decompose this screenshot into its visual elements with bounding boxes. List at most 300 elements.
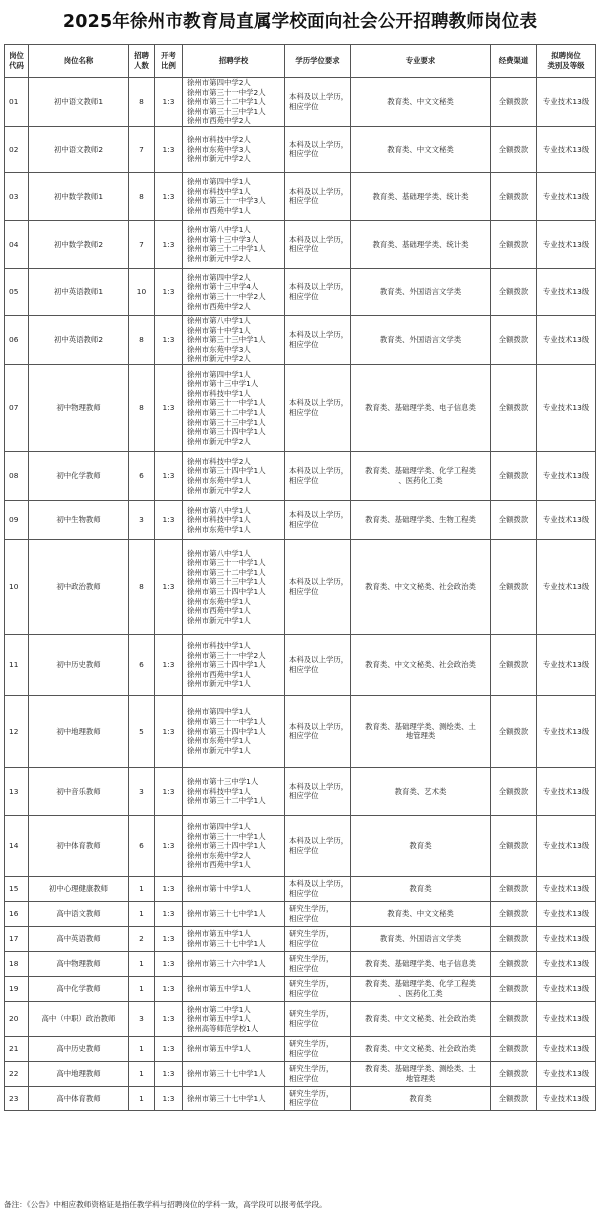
cell-count: 7: [129, 126, 155, 172]
major-line: 、医药化工类: [398, 988, 443, 998]
table-row: [5, 976, 596, 1001]
school-line: 徐州市第四中学2人: [187, 272, 251, 282]
cell-edu: [285, 500, 351, 539]
cell-edu: [285, 451, 351, 500]
cell-name: 初中化学教师: [29, 451, 129, 500]
cell-name: 初中音乐教师: [29, 767, 129, 815]
school-line: 徐州市第三十四中学1人: [187, 841, 266, 851]
school-line: 徐州市第八中学1人: [187, 548, 251, 558]
school-line: 徐州市第十三中学3人: [187, 234, 259, 244]
cell-major: 教育类、基础理学类、电子信息类: [351, 951, 491, 976]
cell-funding: 全额拨款: [491, 815, 537, 876]
major-line: 地管理类: [405, 1073, 436, 1083]
cell-count: 8: [129, 78, 155, 127]
cell-grade: 专业技术13级: [537, 1036, 596, 1061]
cell-grade: 专业技术13级: [537, 451, 596, 500]
edu-line: 本科及以上学历，: [289, 92, 349, 102]
edu-line: 本科及以上学历，: [289, 879, 349, 889]
edu-line: 研究生学历，: [289, 979, 334, 989]
cell-name: 高中化学教师: [29, 976, 129, 1001]
table-row: [5, 451, 596, 500]
cell-ratio: 1:3: [155, 78, 183, 127]
school-line: 徐州市东苑中学1人: [187, 475, 251, 485]
edu-line: 本科及以上学历，: [289, 510, 349, 520]
edu-line: 本科及以上学历，: [289, 466, 349, 476]
major-line: 、医药化工类: [398, 475, 443, 485]
cell-schools: [183, 172, 285, 220]
cell-ratio: 1:3: [155, 500, 183, 539]
cell-major: 教育类、外国语言文学类: [351, 268, 491, 315]
cell-funding: 全额拨款: [491, 78, 537, 127]
cell-count: 6: [129, 815, 155, 876]
cell-grade: 专业技术13级: [537, 220, 596, 268]
cell-major: 教育类、中文文秘类: [351, 126, 491, 172]
cell-grade: 专业技术13级: [537, 876, 596, 901]
cell-grade: 专业技术13级: [537, 539, 596, 634]
table-body: [5, 78, 596, 1111]
school-line: 徐州市第五中学1人: [187, 984, 251, 994]
cell-count: 10: [129, 268, 155, 315]
cell-ratio: 1:3: [155, 1086, 183, 1110]
table-row: [5, 172, 596, 220]
header-grade: 拟聘岗位 类别及等级: [537, 45, 596, 78]
school-line: 徐州市第十中学1人: [187, 325, 251, 335]
cell-code: 06: [5, 315, 29, 364]
cell-code: 17: [5, 926, 29, 951]
cell-grade: 专业技术13级: [537, 815, 596, 876]
cell-ratio: 1:3: [155, 876, 183, 901]
header-edu: 学历学位要求: [285, 45, 351, 78]
cell-ratio: 1:3: [155, 1036, 183, 1061]
school-line: 徐州市第三十四中学1人: [187, 726, 266, 736]
edu-line: 相应学位: [289, 938, 319, 948]
cell-code: 23: [5, 1086, 29, 1110]
edu-line: 相应学位: [289, 196, 319, 206]
cell-edu: [285, 1036, 351, 1061]
school-line: 徐州市第五中学1人: [187, 929, 251, 939]
table-row: [5, 315, 596, 364]
cell-funding: 全额拨款: [491, 1061, 537, 1086]
cell-ratio: 1:3: [155, 1001, 183, 1036]
cell-funding: 全额拨款: [491, 876, 537, 901]
cell-count: 3: [129, 767, 155, 815]
school-line: 徐州市新元中学2人: [187, 485, 251, 495]
cell-funding: 全额拨款: [491, 976, 537, 1001]
school-line: 徐州市科技中学1人: [187, 186, 251, 196]
cell-edu: [285, 220, 351, 268]
cell-edu: [285, 951, 351, 976]
cell-ratio: 1:3: [155, 1061, 183, 1086]
cell-name: 初中数学教师1: [29, 172, 129, 220]
table-row: [5, 1061, 596, 1086]
cell-ratio: 1:3: [155, 172, 183, 220]
school-line: 徐州市科技中学1人: [187, 786, 251, 796]
table-row: [5, 268, 596, 315]
cell-funding: 全额拨款: [491, 901, 537, 926]
edu-line: 相应学位: [289, 1018, 319, 1028]
school-line: 徐州市第三十四中学1人: [187, 660, 266, 670]
table-row: [5, 876, 596, 901]
school-line: 徐州市第三十三中学1人: [187, 335, 266, 345]
cell-schools: [183, 1086, 285, 1110]
header-major: 专业要求: [351, 45, 491, 78]
school-line: 徐州市新元中学2人: [187, 154, 251, 164]
school-line: 徐州市新元中学2人: [187, 436, 251, 446]
school-line: 徐州市第四中学1人: [187, 707, 251, 717]
cell-edu: [285, 1061, 351, 1086]
cell-name: 高中语文教师: [29, 901, 129, 926]
cell-ratio: 1:3: [155, 268, 183, 315]
school-line: 徐州高等师范学校1人: [187, 1023, 259, 1033]
table-row: [5, 695, 596, 767]
cell-major: 教育类、基础理学类、统计类: [351, 172, 491, 220]
edu-line: 相应学位: [289, 1048, 319, 1058]
edu-line: 研究生学历，: [289, 1039, 334, 1049]
school-line: 徐州市第三十一中学1人: [187, 558, 266, 568]
school-line: 徐州市第五中学1人: [187, 1014, 251, 1024]
cell-edu: [285, 695, 351, 767]
cell-grade: 专业技术13级: [537, 695, 596, 767]
header-name: 岗位名称: [29, 45, 129, 78]
school-line: 徐州市新元中学1人: [187, 745, 251, 755]
cell-major: 教育类、中文文秘类: [351, 901, 491, 926]
cell-major: 教育类、中文文秘类、社会政治类: [351, 539, 491, 634]
cell-edu: [285, 634, 351, 695]
cell-grade: 专业技术13级: [537, 172, 596, 220]
cell-major: [351, 451, 491, 500]
cell-funding: 全额拨款: [491, 926, 537, 951]
table-row: [5, 220, 596, 268]
edu-line: 相应学位: [289, 913, 319, 923]
cell-major: 教育类、中文文秘类、社会政治类: [351, 1036, 491, 1061]
edu-line: 研究生学历，: [289, 904, 334, 914]
cell-major: 教育类、外国语言文学类: [351, 315, 491, 364]
school-line: 徐州市第三十二中学1人: [187, 796, 266, 806]
table-header-row: [5, 45, 596, 78]
cell-schools: [183, 976, 285, 1001]
cell-funding: 全额拨款: [491, 126, 537, 172]
cell-major: 教育类、中文文秘类、社会政治类: [351, 634, 491, 695]
cell-name: 高中地理教师: [29, 1061, 129, 1086]
cell-funding: 全额拨款: [491, 634, 537, 695]
cell-ratio: 1:3: [155, 767, 183, 815]
cell-grade: 专业技术13级: [537, 767, 596, 815]
cell-code: 21: [5, 1036, 29, 1061]
school-line: 徐州市科技中学1人: [187, 640, 251, 650]
edu-line: 本科及以上学历，: [289, 655, 349, 665]
cell-schools: [183, 1001, 285, 1036]
header-funding: 经费渠道: [491, 45, 537, 78]
table-row: [5, 901, 596, 926]
major-line: 教育类、基础理学类、测绘类、土: [365, 1064, 476, 1074]
cell-ratio: 1:3: [155, 126, 183, 172]
school-line: 徐州市第三十二中学1人: [187, 407, 266, 417]
cell-name: 初中数学教师2: [29, 220, 129, 268]
cell-code: 01: [5, 78, 29, 127]
school-line: 徐州市第三十七中学1人: [187, 1093, 266, 1103]
school-line: 徐州市第五中学1人: [187, 1044, 251, 1054]
cell-edu: [285, 1001, 351, 1036]
school-line: 徐州市东苑中学1人: [187, 596, 251, 606]
edu-line: 相应学位: [289, 988, 319, 998]
table-row: [5, 815, 596, 876]
school-line: 徐州市第三十二中学1人: [187, 97, 266, 107]
school-line: 徐州市科技中学2人: [187, 135, 251, 145]
school-line: 徐州市新元中学2人: [187, 254, 251, 264]
cell-code: 05: [5, 268, 29, 315]
cell-name: 初中语文教师1: [29, 78, 129, 127]
cell-code: 11: [5, 634, 29, 695]
cell-ratio: 1:3: [155, 539, 183, 634]
edu-line: 相应学位: [289, 1098, 319, 1108]
table-row: [5, 634, 596, 695]
edu-line: 相应学位: [289, 407, 319, 417]
table-row: [5, 1001, 596, 1036]
cell-ratio: 1:3: [155, 926, 183, 951]
cell-grade: 专业技术13级: [537, 926, 596, 951]
school-line: 徐州市科技中学1人: [187, 388, 251, 398]
school-line: 徐州市东苑中学3人: [187, 144, 251, 154]
cell-funding: 全额拨款: [491, 539, 537, 634]
cell-edu: [285, 78, 351, 127]
edu-line: 相应学位: [289, 888, 319, 898]
cell-edu: [285, 1086, 351, 1110]
cell-name: 高中（中职）政治教师: [29, 1001, 129, 1036]
school-line: 徐州市第三十六中学1人: [187, 959, 266, 969]
cell-edu: [285, 315, 351, 364]
edu-line: 相应学位: [289, 291, 319, 301]
cell-code: 02: [5, 126, 29, 172]
cell-count: 7: [129, 220, 155, 268]
cell-count: 1: [129, 976, 155, 1001]
table-row: [5, 1086, 596, 1110]
footnote: 备注：《公告》中相应教师资格证是指任教学科与招聘岗位的学科一致，高学段可以报考低学段。: [4, 1200, 327, 1209]
cell-ratio: 1:3: [155, 901, 183, 926]
major-line: 教育类、基础理学类、化学工程类: [365, 979, 476, 989]
school-line: 徐州市第八中学1人: [187, 505, 251, 515]
edu-line: 相应学位: [289, 339, 319, 349]
cell-code: 10: [5, 539, 29, 634]
cell-code: 07: [5, 364, 29, 451]
school-line: 徐州市西苑中学1人: [187, 206, 251, 216]
cell-ratio: 1:3: [155, 695, 183, 767]
edu-line: 相应学位: [289, 664, 319, 674]
cell-ratio: 1:3: [155, 951, 183, 976]
table-row: [5, 126, 596, 172]
cell-code: 08: [5, 451, 29, 500]
edu-line: 相应学位: [289, 244, 319, 254]
cell-edu: [285, 815, 351, 876]
cell-grade: 专业技术13级: [537, 268, 596, 315]
edu-line: 本科及以上学历，: [289, 186, 349, 196]
school-line: 徐州市东苑中学2人: [187, 850, 251, 860]
school-line: 徐州市科技中学1人: [187, 515, 251, 525]
cell-major: 教育类、基础理学类、统计类: [351, 220, 491, 268]
school-line: 徐州市新元中学1人: [187, 615, 251, 625]
school-line: 徐州市第八中学1人: [187, 225, 251, 235]
cell-grade: 专业技术13级: [537, 315, 596, 364]
cell-count: 1: [129, 876, 155, 901]
cell-major: 教育类、基础理学类、电子信息类: [351, 364, 491, 451]
cell-grade: 专业技术13级: [537, 1061, 596, 1086]
cell-ratio: 1:3: [155, 364, 183, 451]
edu-line: 相应学位: [289, 101, 319, 111]
edu-line: 本科及以上学历，: [289, 282, 349, 292]
school-line: 徐州市第三十四中学1人: [187, 586, 266, 596]
cell-count: 8: [129, 539, 155, 634]
edu-line: 相应学位: [289, 845, 319, 855]
cell-name: 初中英语教师2: [29, 315, 129, 364]
school-line: 徐州市第四中学1人: [187, 177, 251, 187]
school-line: 徐州市第四中学2人: [187, 78, 251, 87]
cell-grade: 专业技术13级: [537, 1086, 596, 1110]
school-line: 徐州市第三十七中学1人: [187, 938, 266, 948]
school-line: 徐州市第三十二中学1人: [187, 244, 266, 254]
school-line: 徐州市新元中学1人: [187, 679, 251, 689]
edu-line: 本科及以上学历，: [289, 721, 349, 731]
school-line: 徐州市西苑中学1人: [187, 606, 251, 616]
cell-funding: 全额拨款: [491, 500, 537, 539]
edu-line: 本科及以上学历，: [289, 577, 349, 587]
cell-schools: [183, 1061, 285, 1086]
cell-schools: [183, 1036, 285, 1061]
cell-code: 14: [5, 815, 29, 876]
cell-count: 2: [129, 926, 155, 951]
cell-schools: [183, 268, 285, 315]
school-line: 徐州市东苑中学3人: [187, 344, 251, 354]
cell-code: 12: [5, 695, 29, 767]
cell-name: 初中体育教师: [29, 815, 129, 876]
table-row: [5, 767, 596, 815]
school-line: 徐州市第三十三中学1人: [187, 577, 266, 587]
edu-line: 相应学位: [289, 1073, 319, 1083]
cell-ratio: 1:3: [155, 451, 183, 500]
school-line: 徐州市第三十一中学1人: [187, 831, 266, 841]
cell-major: 教育类、中文文秘类、社会政治类: [351, 1001, 491, 1036]
cell-count: 3: [129, 1001, 155, 1036]
school-line: 徐州市第二中学1人: [187, 1004, 251, 1014]
cell-count: 3: [129, 500, 155, 539]
header-ratio: 开考 比例: [155, 45, 183, 78]
school-line: 徐州市第四中学1人: [187, 821, 251, 831]
cell-code: 16: [5, 901, 29, 926]
cell-schools: [183, 901, 285, 926]
cell-funding: 全额拨款: [491, 364, 537, 451]
cell-count: 8: [129, 172, 155, 220]
school-line: 徐州市东苑中学1人: [187, 736, 251, 746]
cell-name: 初中英语教师1: [29, 268, 129, 315]
header-school: 招聘学校: [183, 45, 285, 78]
header-count: 招聘 人数: [129, 45, 155, 78]
school-line: 徐州市第十三中学1人: [187, 777, 259, 787]
school-line: 徐州市第三十一中学1人: [187, 398, 266, 408]
school-line: 徐州市科技中学2人: [187, 456, 251, 466]
edu-line: 研究生学历，: [289, 1088, 334, 1098]
school-line: 徐州市第三十一中学2人: [187, 650, 266, 660]
edu-line: 本科及以上学历，: [289, 836, 349, 846]
cell-name: 初中政治教师: [29, 539, 129, 634]
cell-schools: [183, 500, 285, 539]
cell-major: 教育类: [351, 876, 491, 901]
cell-edu: [285, 172, 351, 220]
cell-major: [351, 1061, 491, 1086]
cell-edu: [285, 876, 351, 901]
cell-major: 教育类、中文文秘类: [351, 78, 491, 127]
table-row: [5, 926, 596, 951]
cell-schools: [183, 451, 285, 500]
cell-funding: 全额拨款: [491, 1001, 537, 1036]
cell-edu: [285, 268, 351, 315]
cell-schools: [183, 364, 285, 451]
edu-line: 相应学位: [289, 475, 319, 485]
cell-schools: [183, 634, 285, 695]
school-line: 徐州市第三十一中学1人: [187, 717, 266, 727]
cell-code: 13: [5, 767, 29, 815]
cell-name: 初中语文教师2: [29, 126, 129, 172]
cell-count: 8: [129, 315, 155, 364]
cell-schools: [183, 876, 285, 901]
cell-funding: 全额拨款: [491, 767, 537, 815]
cell-count: 5: [129, 695, 155, 767]
school-line: 徐州市第三十四中学1人: [187, 427, 266, 437]
cell-major: 教育类: [351, 1086, 491, 1110]
cell-schools: [183, 695, 285, 767]
cell-code: 03: [5, 172, 29, 220]
school-line: 徐州市西苑中学1人: [187, 860, 251, 870]
cell-count: 1: [129, 1036, 155, 1061]
school-line: 徐州市东苑中学1人: [187, 524, 251, 534]
cell-funding: 全额拨款: [491, 951, 537, 976]
edu-line: 相应学位: [289, 519, 319, 529]
cell-schools: [183, 815, 285, 876]
school-line: 徐州市第三十三中学1人: [187, 417, 266, 427]
cell-ratio: 1:3: [155, 815, 183, 876]
edu-line: 研究生学历，: [289, 1064, 334, 1074]
cell-schools: [183, 539, 285, 634]
cell-funding: 全额拨款: [491, 695, 537, 767]
school-line: 徐州市第十三中学1人: [187, 379, 259, 389]
cell-name: 初中物理教师: [29, 364, 129, 451]
cell-count: 1: [129, 1086, 155, 1110]
school-line: 徐州市第三十一中学3人: [187, 196, 266, 206]
cell-code: 18: [5, 951, 29, 976]
cell-name: 初中历史教师: [29, 634, 129, 695]
school-line: 徐州市西苑中学2人: [187, 116, 251, 126]
cell-code: 04: [5, 220, 29, 268]
cell-edu: [285, 976, 351, 1001]
cell-name: 高中物理教师: [29, 951, 129, 976]
cell-count: 1: [129, 901, 155, 926]
cell-grade: 专业技术13级: [537, 126, 596, 172]
positions-table: [4, 44, 596, 1111]
edu-line: 相应学位: [289, 586, 319, 596]
edu-line: 本科及以上学历，: [289, 234, 349, 244]
cell-grade: 专业技术13级: [537, 78, 596, 127]
cell-funding: 全额拨款: [491, 315, 537, 364]
school-line: 徐州市第三十二中学1人: [187, 567, 266, 577]
cell-grade: 专业技术13级: [537, 976, 596, 1001]
page-title: 2025年徐州市教育局直属学校面向社会公开招聘教师岗位表: [62, 12, 538, 32]
edu-line: 研究生学历，: [289, 929, 334, 939]
cell-grade: 专业技术13级: [537, 951, 596, 976]
cell-name: 初中生物教师: [29, 500, 129, 539]
cell-edu: [285, 901, 351, 926]
school-line: 徐州市第三十一中学2人: [187, 291, 266, 301]
cell-funding: 全额拨款: [491, 1036, 537, 1061]
school-line: 徐州市第八中学1人: [187, 315, 251, 325]
cell-grade: 专业技术13级: [537, 634, 596, 695]
school-line: 徐州市第十中学1人: [187, 884, 251, 894]
